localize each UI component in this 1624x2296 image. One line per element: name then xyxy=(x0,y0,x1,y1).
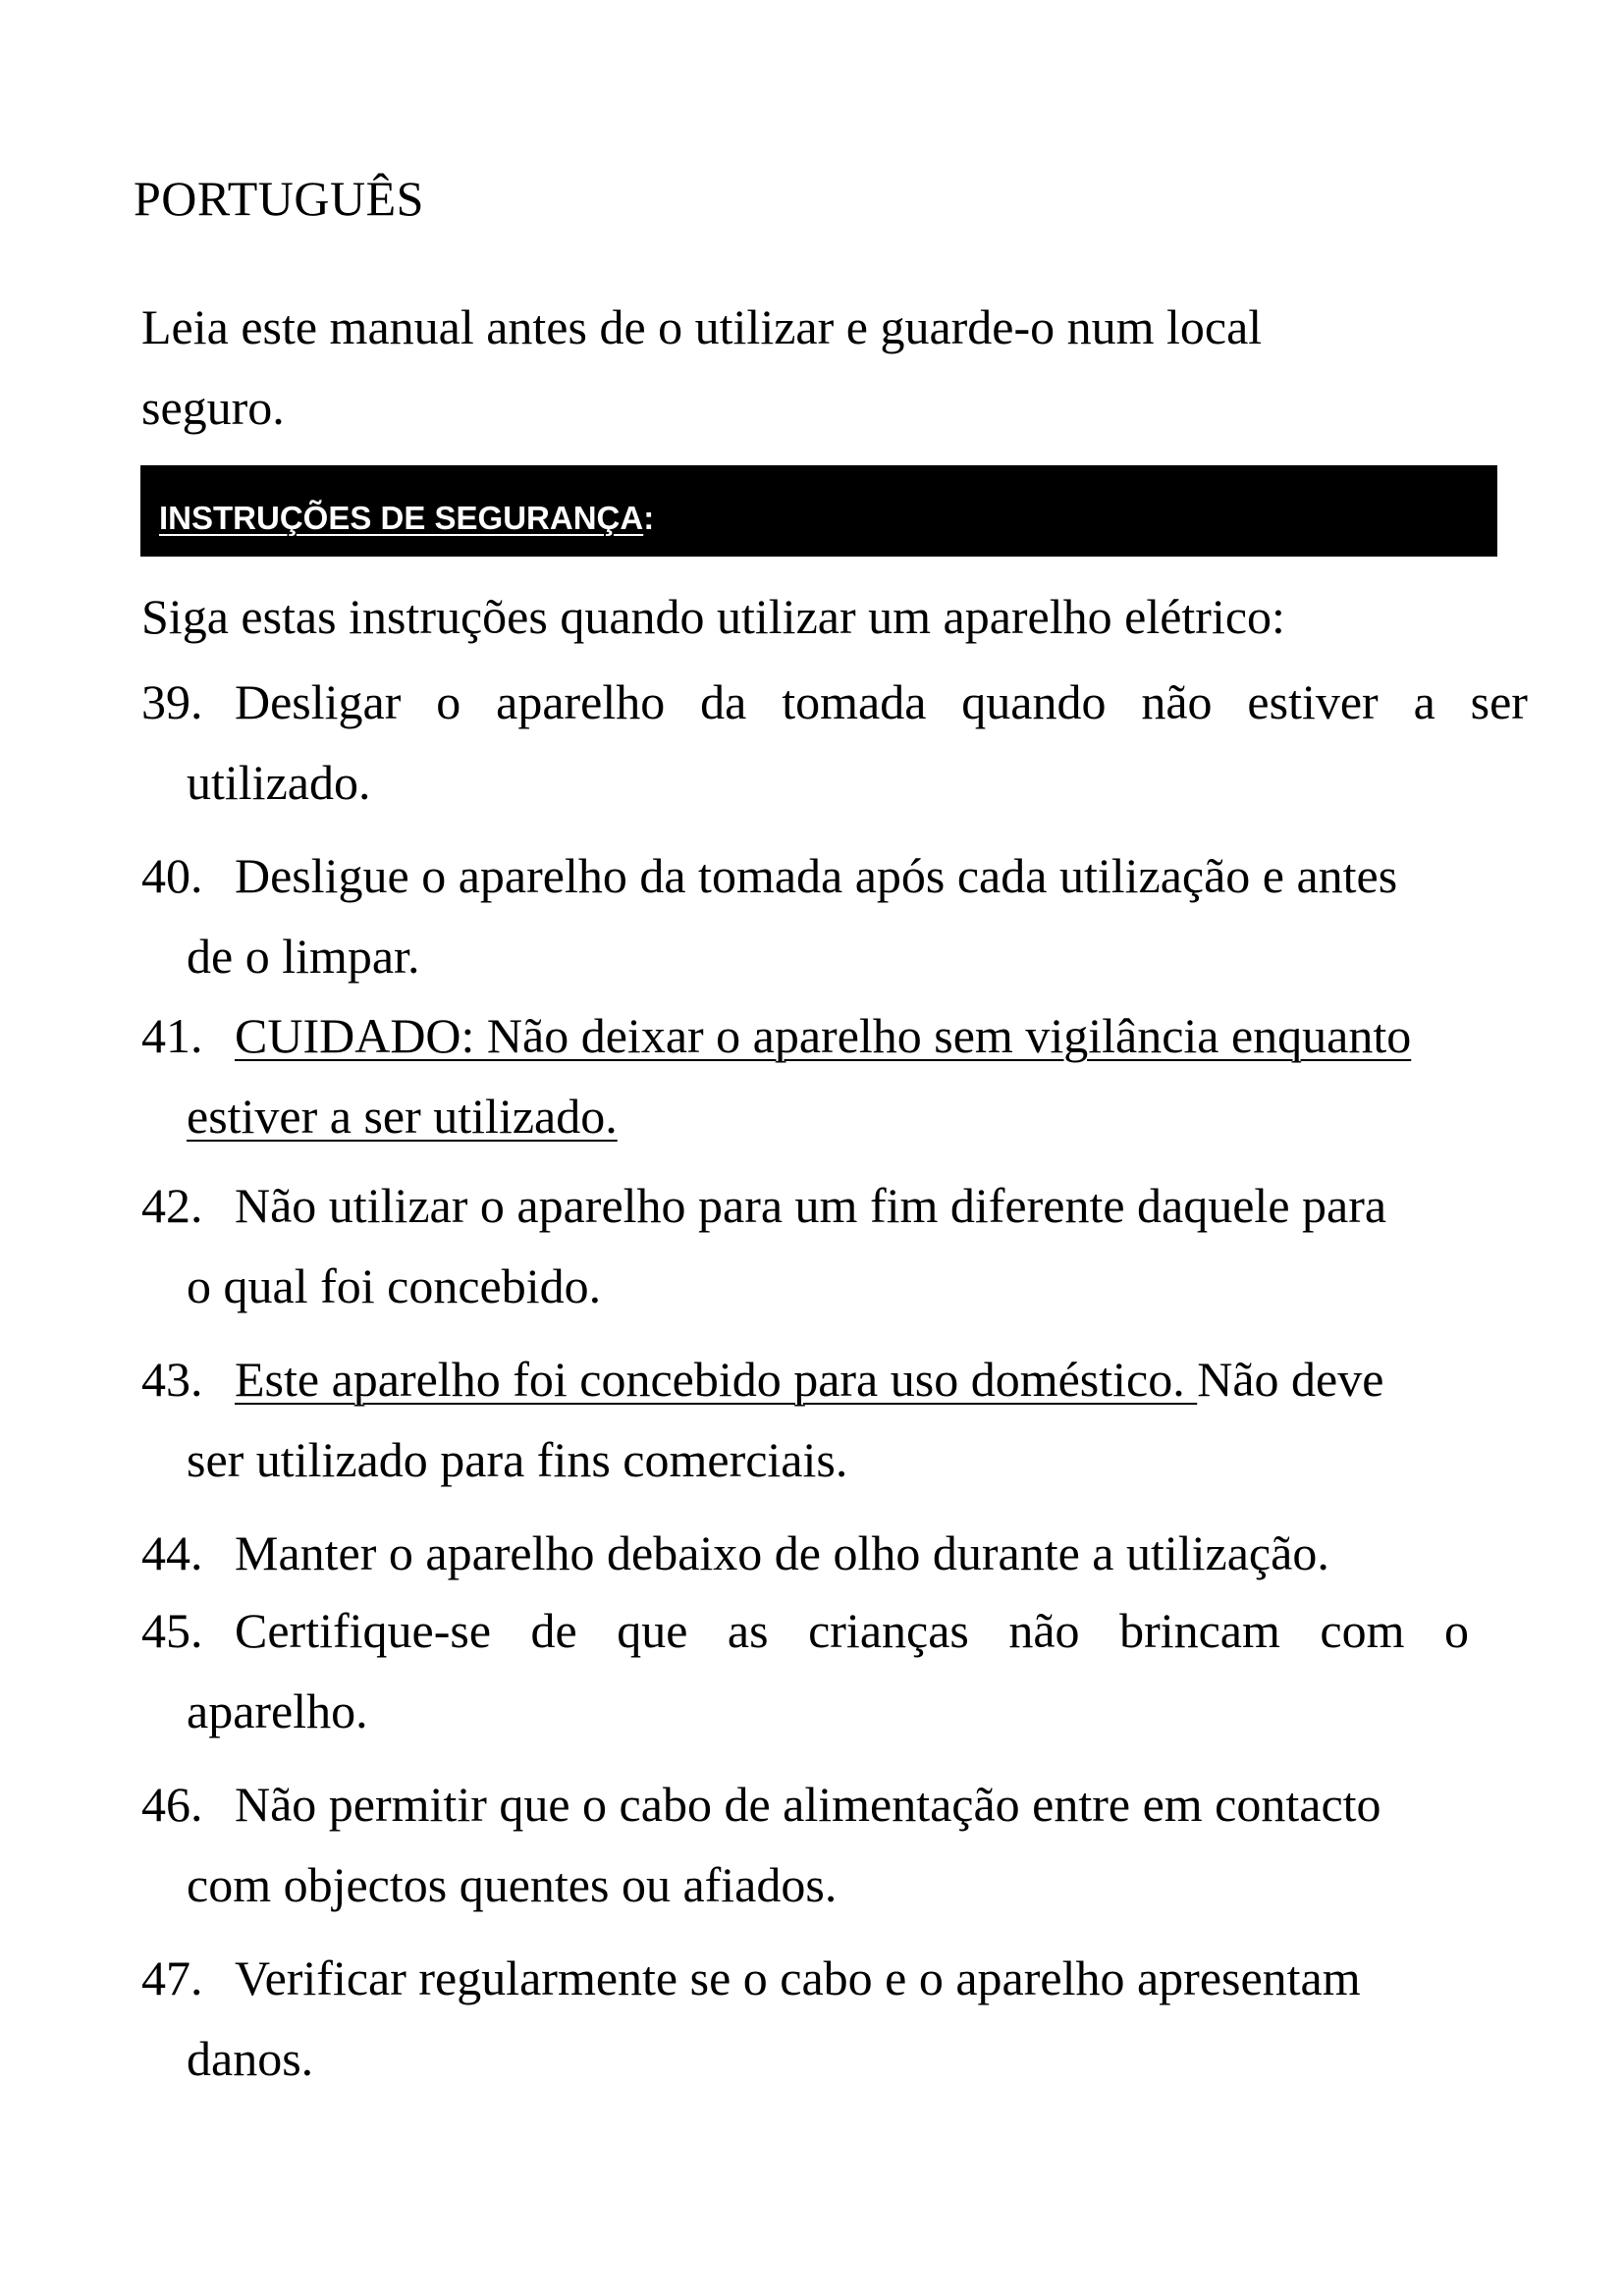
word: quando xyxy=(961,674,1107,729)
item-line-1 xyxy=(141,1590,1528,1671)
item-line-1: Não utilizar o aparelho para um fim diferente daquele para xyxy=(235,1178,1387,1233)
item-line-2: ser utilizado para fins comerciais. xyxy=(187,1432,848,1487)
safety-section-banner xyxy=(140,465,1497,557)
safety-title-colon: : xyxy=(643,500,655,536)
item-number: 40. xyxy=(141,848,203,903)
word: não xyxy=(1008,1603,1080,1658)
list-item-39 xyxy=(141,662,1528,823)
word: Desligar xyxy=(235,674,402,729)
list-item-47 xyxy=(141,1938,1528,2099)
word: o xyxy=(1443,1603,1469,1658)
word: ser xyxy=(1470,674,1528,729)
word: tomada xyxy=(782,674,927,729)
caution-text-line-2: estiver a ser utilizado. xyxy=(187,1089,618,1144)
list-item-42 xyxy=(141,1165,1528,1326)
item-number: 46. xyxy=(141,1777,203,1832)
item-line-2: o qual foi concebido. xyxy=(187,1258,602,1313)
item-number: 45. xyxy=(141,1603,203,1658)
list-item-45 xyxy=(141,1590,1528,1751)
item-line-2: utilizado. xyxy=(187,755,371,810)
item-number: 44. xyxy=(141,1525,203,1580)
word: brincam xyxy=(1119,1603,1280,1658)
intro-paragraph xyxy=(141,287,1418,448)
word: da xyxy=(700,674,747,729)
item-line-2: com objectos quentes ou afiados. xyxy=(187,1857,838,1912)
list-item-40 xyxy=(141,835,1528,996)
word: o xyxy=(436,674,461,729)
word: não xyxy=(1141,674,1213,729)
list-item-46 xyxy=(141,1764,1528,1925)
item-line-1: Verificar regularmente se o cabo e o aparelho apresentam xyxy=(235,1950,1361,2005)
item-line-1 xyxy=(141,1339,1528,1419)
item-number: 43. xyxy=(141,1352,203,1407)
safety-title-text: INSTRUÇÕES DE SEGURANÇA xyxy=(159,500,644,536)
language-heading: PORTUGUÊS xyxy=(134,171,424,226)
item-line-2 xyxy=(141,1076,1528,1156)
item-line-1: Manter o aparelho debaixo de olho durante a utilização. xyxy=(235,1525,1329,1580)
item-line-1 xyxy=(141,995,1528,1076)
list-item-41 xyxy=(141,995,1528,1156)
item-line-2: aparelho. xyxy=(187,1683,368,1738)
word: crianças xyxy=(808,1603,969,1658)
item-number: 39. xyxy=(141,674,203,729)
lead-text: Siga estas instruções quando utilizar um aparelho elétrico: xyxy=(141,589,1285,644)
caution-text-line-1: CUIDADO: Não deixar o aparelho sem vigilância enquanto xyxy=(235,1008,1412,1063)
item-number: 41. xyxy=(141,1008,203,1063)
word: com xyxy=(1320,1603,1405,1658)
word: Certifique-se xyxy=(235,1603,492,1658)
item-line-2: danos. xyxy=(187,2031,314,2086)
intro-line-1: Leia este manual antes de o utilizar e guarde-o num local xyxy=(141,299,1263,354)
item-number: 42. xyxy=(141,1178,203,1233)
item-number: 47. xyxy=(141,1950,203,2005)
safety-section-title xyxy=(159,499,654,538)
intro-line-2: seguro. xyxy=(141,380,285,435)
word: as xyxy=(727,1603,769,1658)
word: estiver xyxy=(1247,674,1379,729)
word: de xyxy=(530,1603,577,1658)
item-line-2: de o limpar. xyxy=(187,929,420,984)
item-line-1: Não permitir que o cabo de alimentação entre em contacto xyxy=(235,1777,1381,1832)
word: que xyxy=(617,1603,688,1658)
word: a xyxy=(1413,674,1435,729)
item-line-1 xyxy=(141,662,1528,742)
list-item-44 xyxy=(141,1513,1528,1593)
list-item-43 xyxy=(141,1339,1528,1500)
domestic-use-text: Este aparelho foi concebido para uso doméstico. xyxy=(235,1352,1198,1407)
item-line-1: Desligue o aparelho da tomada após cada utilização e antes xyxy=(235,848,1398,903)
word: aparelho xyxy=(496,674,666,729)
item-line-1-rest: Não deve xyxy=(1197,1352,1384,1407)
